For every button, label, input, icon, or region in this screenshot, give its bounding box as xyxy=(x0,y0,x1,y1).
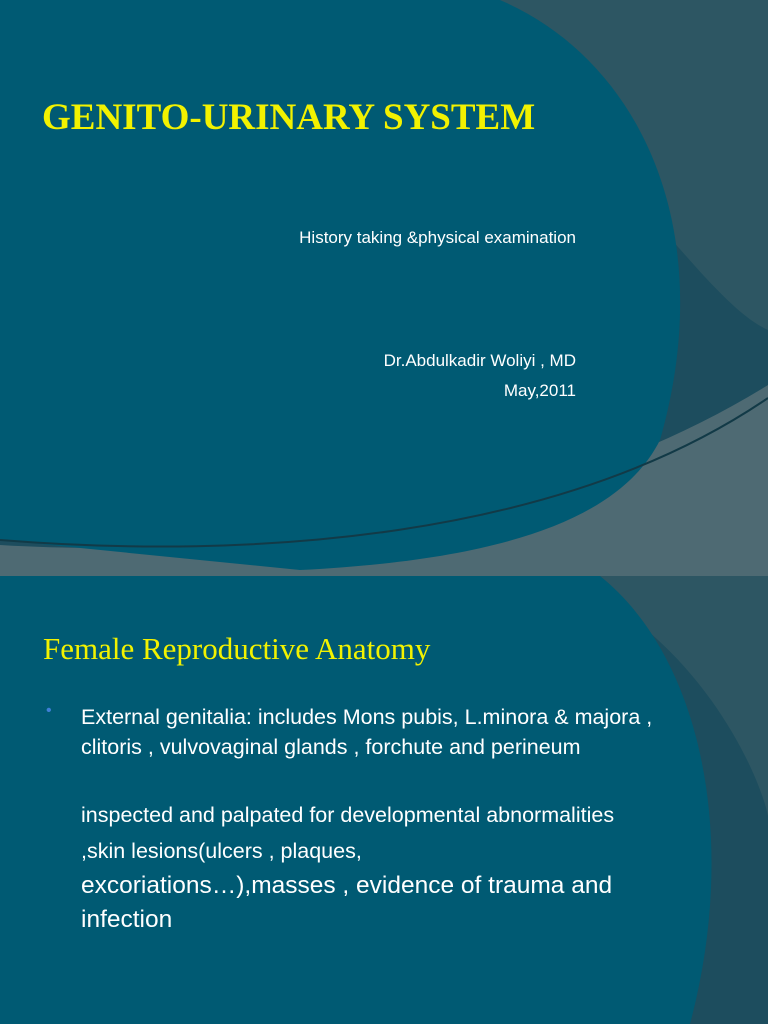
presentation-date: May,2011 xyxy=(503,381,576,400)
body-paragraph: excoriations…),masses , evidence of trauma and infection xyxy=(81,872,613,933)
author-name: Dr.Abdulkadir Woliyi , MD xyxy=(383,351,576,370)
body-paragraph: inspected and palpated for developmental abnormalities ,skin lesions(ulcers , plaques, xyxy=(81,803,615,863)
author-block xyxy=(384,346,576,406)
slide-title: GENITO-URINARY SYSTEM xyxy=(42,97,536,138)
bullet-dot-icon: • xyxy=(46,702,52,719)
slide-subtitle: History taking &physical examination xyxy=(299,228,576,247)
content-slide xyxy=(0,576,768,1024)
bullet-text: External genitalia: includes Mons pubis, L.minora & majora , clitoris , vulvovaginal glands , forchute and perineum xyxy=(81,705,653,759)
slide-title: Female Reproductive Anatomy xyxy=(43,631,431,666)
